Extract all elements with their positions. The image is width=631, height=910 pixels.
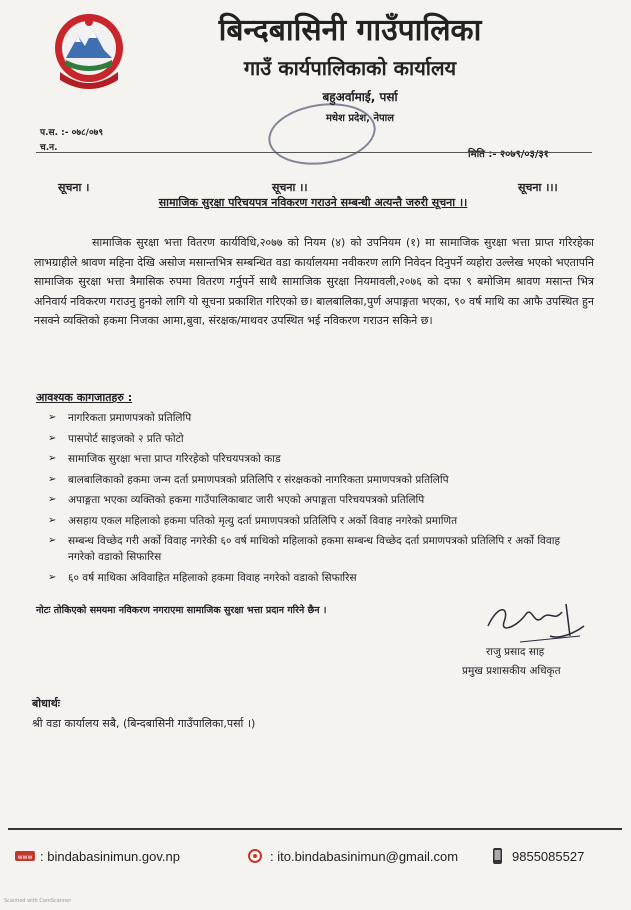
address-line-1: बहुअर्वामाई, पर्सा bbox=[322, 90, 398, 104]
notice-label-2: सूचना ।। bbox=[272, 181, 308, 194]
list-item: ➢ सम्बन्ध विच्छेद गरी अर्को विवाह नगरेकी ६० वर्ष माथिको महिलाको हकमा सम्बन्ध विच्छेद दर्ता प्रमाणपत्रको प्रतिलिपि र अर्को विवाह नगरेको वडाको सिफारिस bbox=[48, 535, 561, 563]
signatory-name: राजु प्रसाद साह bbox=[486, 646, 545, 658]
arrow-bullet-icon: ➢ bbox=[48, 571, 57, 583]
cc-recipient: श्री वडा कार्यालय सबै, (बिन्दबासिनी गाउँपालिका,पर्सा ।) bbox=[32, 717, 256, 730]
arrow-bullet-icon: ➢ bbox=[48, 535, 57, 546]
office-stamp bbox=[264, 97, 379, 171]
address-line-2: मधेश प्रदेश, नेपाल bbox=[325, 113, 395, 124]
footer-website bbox=[14, 848, 180, 864]
list-item: ➢ असहाय एकल महिलाको हकमा पतिको मृत्यु दर्ता प्रमाणपत्रको प्रतिलिपि र अर्को विवाह नगरेको प्रमाणित bbox=[48, 514, 458, 527]
scanner-watermark: Scanned with CamScanner bbox=[4, 898, 72, 904]
arrow-bullet-icon: ➢ bbox=[48, 432, 57, 444]
list-item: ➢ अपाङ्गता भएका व्यक्तिको हकमा गाउँपालिकाबाट जारी भएको अपाङ्गता परिचयपत्रको प्रतिलिपि bbox=[48, 494, 425, 506]
notice-body bbox=[34, 233, 594, 331]
arrow-bullet-icon: ➢ bbox=[48, 514, 57, 526]
cc-heading: बोधार्थः bbox=[32, 697, 60, 710]
office-name: गाउँ कार्यपालिकाको कार्यालय bbox=[243, 56, 457, 80]
footer-divider bbox=[8, 828, 622, 830]
website-text: : bindabasinimun.gov.np bbox=[40, 848, 180, 864]
arrow-bullet-icon: ➢ bbox=[48, 473, 57, 485]
note-text: नोटः तोकिएको समयमा नविकरण नगराएमा सामाजिक सुरक्षा भत्ता प्रदान गरिने छैन । bbox=[36, 605, 327, 616]
notice-subject: सामाजिक सुरक्षा परिचयपत्र नविकरण गराउने सम्बन्धी अत्यन्तै जरुरी सूचना ।। bbox=[158, 196, 468, 209]
email-icon bbox=[244, 848, 266, 864]
phone-icon bbox=[486, 848, 508, 864]
signatory-title: प्रमुख प्रशासकीय अधिकृत bbox=[462, 665, 561, 677]
footer-phone bbox=[486, 848, 584, 864]
list-item: ➢ पासपोर्ट साइजको २ प्रति फोटो bbox=[48, 432, 184, 445]
list-item: ➢ नागरिकता प्रमाणपत्रको प्रतिलिपि bbox=[48, 412, 192, 424]
list-item: ➢ ६० वर्ष माथिका अविवाहित महिलाको हकमा विवाह नगरेको वडाको सिफारिस bbox=[48, 571, 357, 584]
svg-text:www: www bbox=[17, 854, 33, 861]
header-divider bbox=[36, 152, 592, 153]
web-icon bbox=[14, 848, 36, 864]
notice-label-3: सूचना ।।। bbox=[518, 181, 558, 194]
letter-date: मिति :- २०७९/०३/३१ bbox=[468, 149, 549, 160]
reference-number: प.स. :- ०७८/०७९ bbox=[40, 128, 104, 138]
notice-body-text: सामाजिक सुरक्षा भत्ता वितरण कार्यविधि,२०७७ को नियम (४) को उपनियम (१) मा सामाजिक सुरक्षा भत्ता प्राप्त गरिरहेका लाभग्राहीले श्रावण महिना देखि असोज मसान्तभित्र सम्बन्धित वडा कार्यालयमा नवीकरण लागि निवेदन दिनुपर्ने व्यहोरा उल्लेख भएको भएतापनि सामाजिक सुरक्षा भत्ता त्रैमासिक रुपमा वितरण गर्नुपर्ने साथै सामाजिक सुरक्षा नियमावली,२०७६ को दफा ९ बमोजिम श्रावण मसान्त भित्र अनिवार्य नविकरण गराउनु हुनको लागि यो सूचना प्रकाशित गरिएको छ। बालबालिका,पुर्ण अपाङ्गता भएका, ९० वर्ष माथि का आफै उपस्थित हुन नसक्ने व्यक्तिको हकमा निजका आमा,बुवा, संरक्षक/माथवर उपस्थित भई नविकरण गराउन सकिने छ। bbox=[34, 236, 594, 327]
arrow-bullet-icon: ➢ bbox=[48, 412, 57, 423]
municipality-name: बिन्दबासिनी गाउँपालिका bbox=[218, 13, 482, 48]
documents-heading: आवश्यक कागजातहरु : bbox=[36, 391, 133, 404]
phone-text: 9855085527 bbox=[512, 848, 585, 864]
nepal-emblem-icon bbox=[52, 10, 126, 90]
handwritten-signature bbox=[480, 596, 592, 652]
footer-email bbox=[244, 848, 458, 864]
arrow-bullet-icon: ➢ bbox=[48, 453, 57, 464]
arrow-bullet-icon: ➢ bbox=[48, 494, 57, 505]
email-text: : ito.bindabasinimun@gmail.com bbox=[270, 848, 459, 864]
list-item: ➢ बालबालिकाको हकमा जन्म दर्ता प्रमाणपत्रको प्रतिलिपि र संरक्षकको नागरिकता प्रमाणपत्रको प्रतिलिपि bbox=[48, 473, 449, 486]
dispatch-number: च.न. bbox=[40, 143, 58, 153]
list-item: ➢ सामाजिक सुरक्षा भत्ता प्राप्त गरिरहेको परिचयपत्रको काड bbox=[48, 453, 281, 465]
documents-list bbox=[48, 410, 588, 590]
notice-label-1: सूचना । bbox=[58, 181, 90, 194]
